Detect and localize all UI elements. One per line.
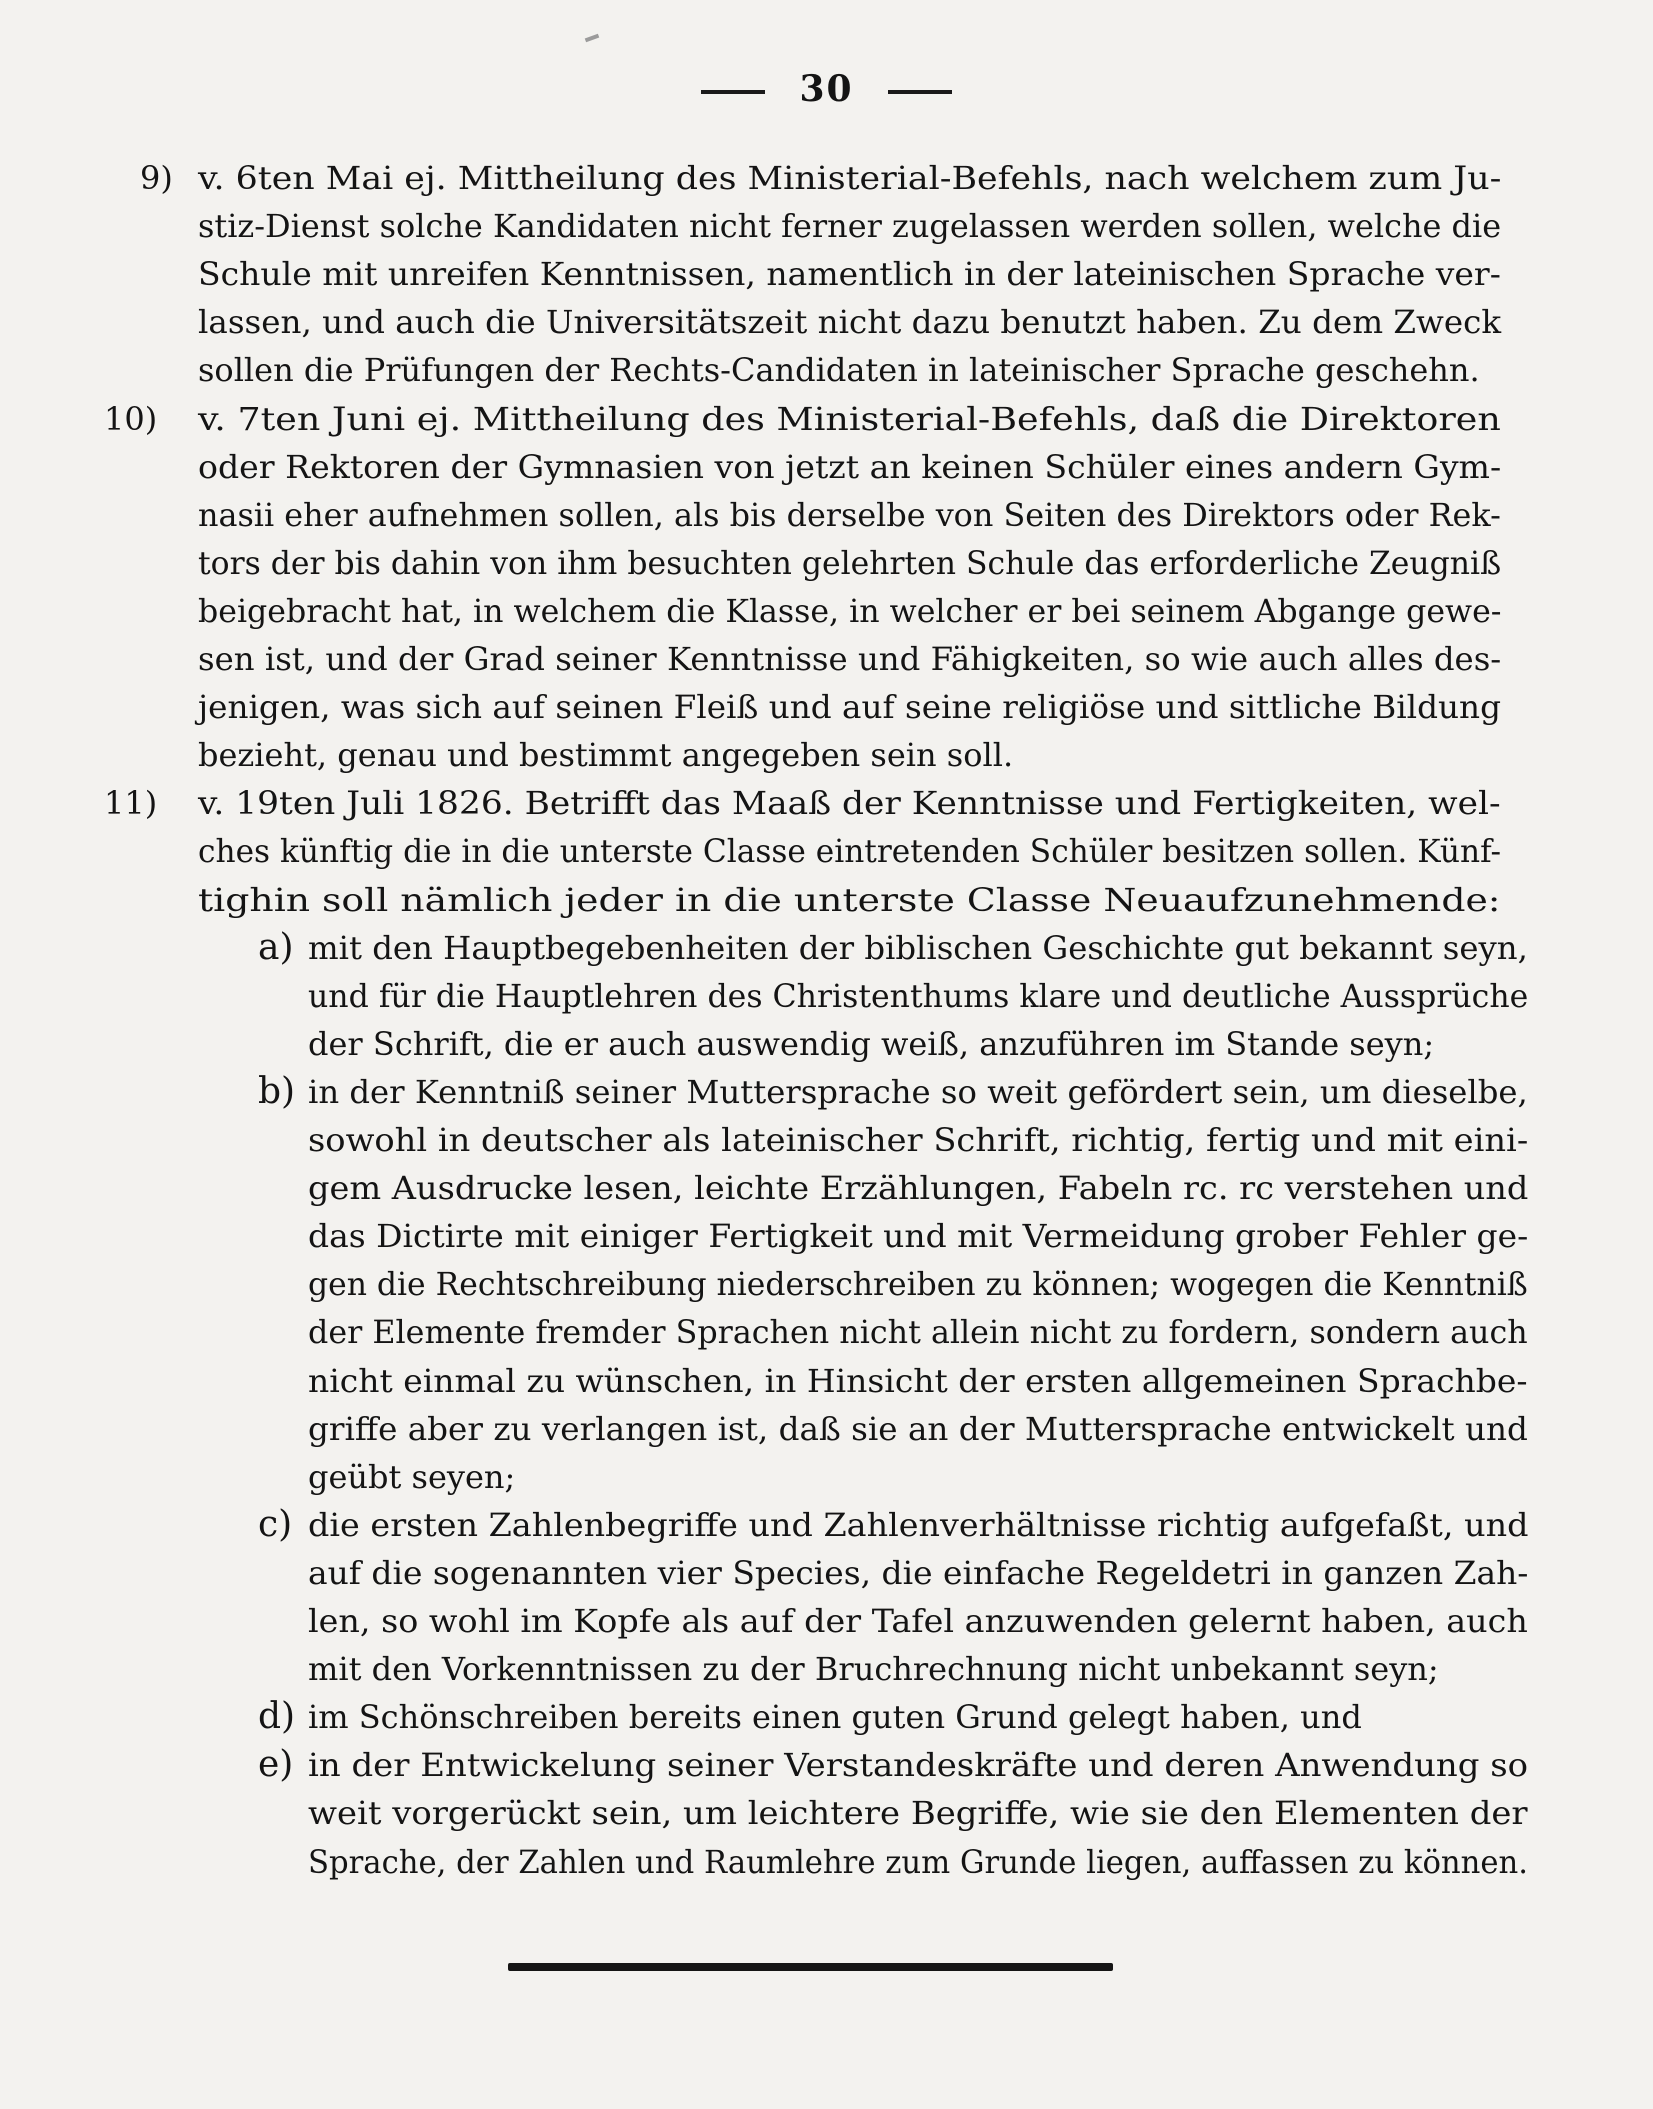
text-line: bezieht, genau und bestimmt angegeben sein soll. [198, 736, 1014, 775]
header-dash-left [701, 90, 765, 94]
text-line: jenigen, was sich auf seinen Fleiß und auf seine religiöse und sittliche Bildung [198, 688, 1501, 727]
closing-rule [508, 1963, 1113, 1971]
text-line: nasii eher aufnehmen sollen, als bis derselbe von Seiten des Direktors oder Rek- [198, 495, 1501, 534]
text-line: oder Rektoren der Gymnasien von jetzt an keinen Schüler eines andern Gym- [198, 447, 1502, 486]
text-line: v. 7ten Juni ej. Mittheilung des Ministerial-Befehls, daß die Direktoren [198, 399, 1501, 438]
subitem-letter: a) [258, 926, 294, 968]
subitem-letter: d) [258, 1696, 296, 1738]
text-line: beigebracht hat, in welchem die Klasse, in welcher er bei seinem Abgange gewe- [198, 591, 1502, 630]
text-line: im Schönschreiben bereits einen guten Grund gelegt haben, und [308, 1698, 1362, 1737]
text-line: der Elemente fremder Sprachen nicht allein nicht zu fordern, sondern auch [308, 1313, 1528, 1352]
text-line: Sprache, der Zahlen und Raumlehre zum Grunde liegen, auffassen zu können. [308, 1842, 1529, 1881]
text-line: Schule mit unreifen Kenntnissen, namentlich in der lateinischen Sprache ver- [198, 255, 1501, 294]
subitem-letter: b) [258, 1070, 296, 1112]
page-header [0, 68, 1653, 110]
text-line: weit vorgerückt sein, um leichtere Begriffe, wie sie den Elementen der [308, 1794, 1528, 1833]
ink-smudge [585, 34, 600, 43]
text-line: die ersten Zahlenbegriffe und Zahlenverhältnisse richtig aufgefaßt, und [308, 1505, 1529, 1544]
text-line: mit den Vorkenntnissen zu der Bruchrechnung nicht unbekannt seyn; [308, 1650, 1439, 1689]
text-line: tighin soll nämlich jeder in die unterste Classe Neuaufzunehmende: [198, 880, 1501, 919]
text-line: sollen die Prüfungen der Rechts-Candidaten in lateinischer Sprache geschehn. [198, 351, 1480, 390]
text-line: der Schrift, die er auch auswendig weiß, anzuführen im Stande seyn; [308, 1024, 1435, 1063]
page-number: 30 [799, 68, 854, 110]
text-line: griffe aber zu verlangen ist, daß sie an der Muttersprache entwickelt und [308, 1409, 1528, 1448]
text-line: gen die Rechtschreibung niederschreiben zu können; wogegen die Kenntniß [308, 1265, 1528, 1304]
text-line: nicht einmal zu wünschen, in Hinsicht der ersten allgemeinen Sprachbe- [308, 1361, 1528, 1400]
text-line: sowohl in deutscher als lateinischer Schrift, richtig, fertig und mit eini- [308, 1121, 1529, 1159]
text-line: sen ist, und der Grad seiner Kenntnisse und Fähigkeiten, so wie auch alles des- [198, 640, 1502, 678]
text-line: lassen, und auch die Universitätszeit nicht dazu benutzt haben. Zu dem Zweck [198, 303, 1502, 342]
text-line: das Dictirte mit einiger Fertigkeit und mit Vermeidung grober Fehler ge- [308, 1217, 1529, 1256]
item-number: 9) [140, 159, 173, 197]
text-line: v. 6ten Mai ej. Mittheilung des Ministerial-Befehls, nach welchem zum Ju- [198, 159, 1502, 197]
text-line: stiz-Dienst solche Kandidaten nicht ferner zugelassen werden sollen, welche die [198, 207, 1502, 246]
text-line: auf die sogenannten vier Species, die einfache Regeldetri in ganzen Zah- [308, 1553, 1529, 1592]
text-line: ches künftig die in die unterste Classe eintretenden Schüler besitzen sollen. Künf- [198, 832, 1502, 871]
subitem-letter: e) [258, 1744, 294, 1786]
subitem-letter: c) [258, 1503, 293, 1545]
text-line: v. 19ten Juli 1826. Betrifft das Maaß der Kenntnisse und Fertigkeiten, wel- [198, 784, 1501, 823]
text-line: in der Entwickelung seiner Verstandeskräfte und deren Anwendung so [308, 1746, 1529, 1785]
text-line: in der Kenntniß seiner Muttersprache so weit gefördert sein, um dieselbe, [308, 1072, 1528, 1111]
text-line: gem Ausdrucke lesen, leichte Erzählungen, Fabeln rc. rc verstehen und [308, 1169, 1529, 1208]
item-number: 10) [104, 399, 158, 438]
text-line: len, so wohl im Kopfe als auf der Tafel anzuwenden gelernt haben, auch [308, 1602, 1528, 1640]
header-dash-right [888, 90, 952, 94]
text-line: tors der bis dahin von ihm besuchten gelehrten Schule das erforderliche Zeugniß [198, 543, 1502, 582]
text-line: geübt seyen; [308, 1457, 516, 1496]
text-line: mit den Hauptbegebenheiten der biblischen Geschichte gut bekannt seyn, [308, 928, 1528, 967]
text-line: und für die Hauptlehren des Christenthums klare und deutliche Aussprüche [308, 976, 1529, 1015]
item-number: 11) [104, 784, 158, 823]
